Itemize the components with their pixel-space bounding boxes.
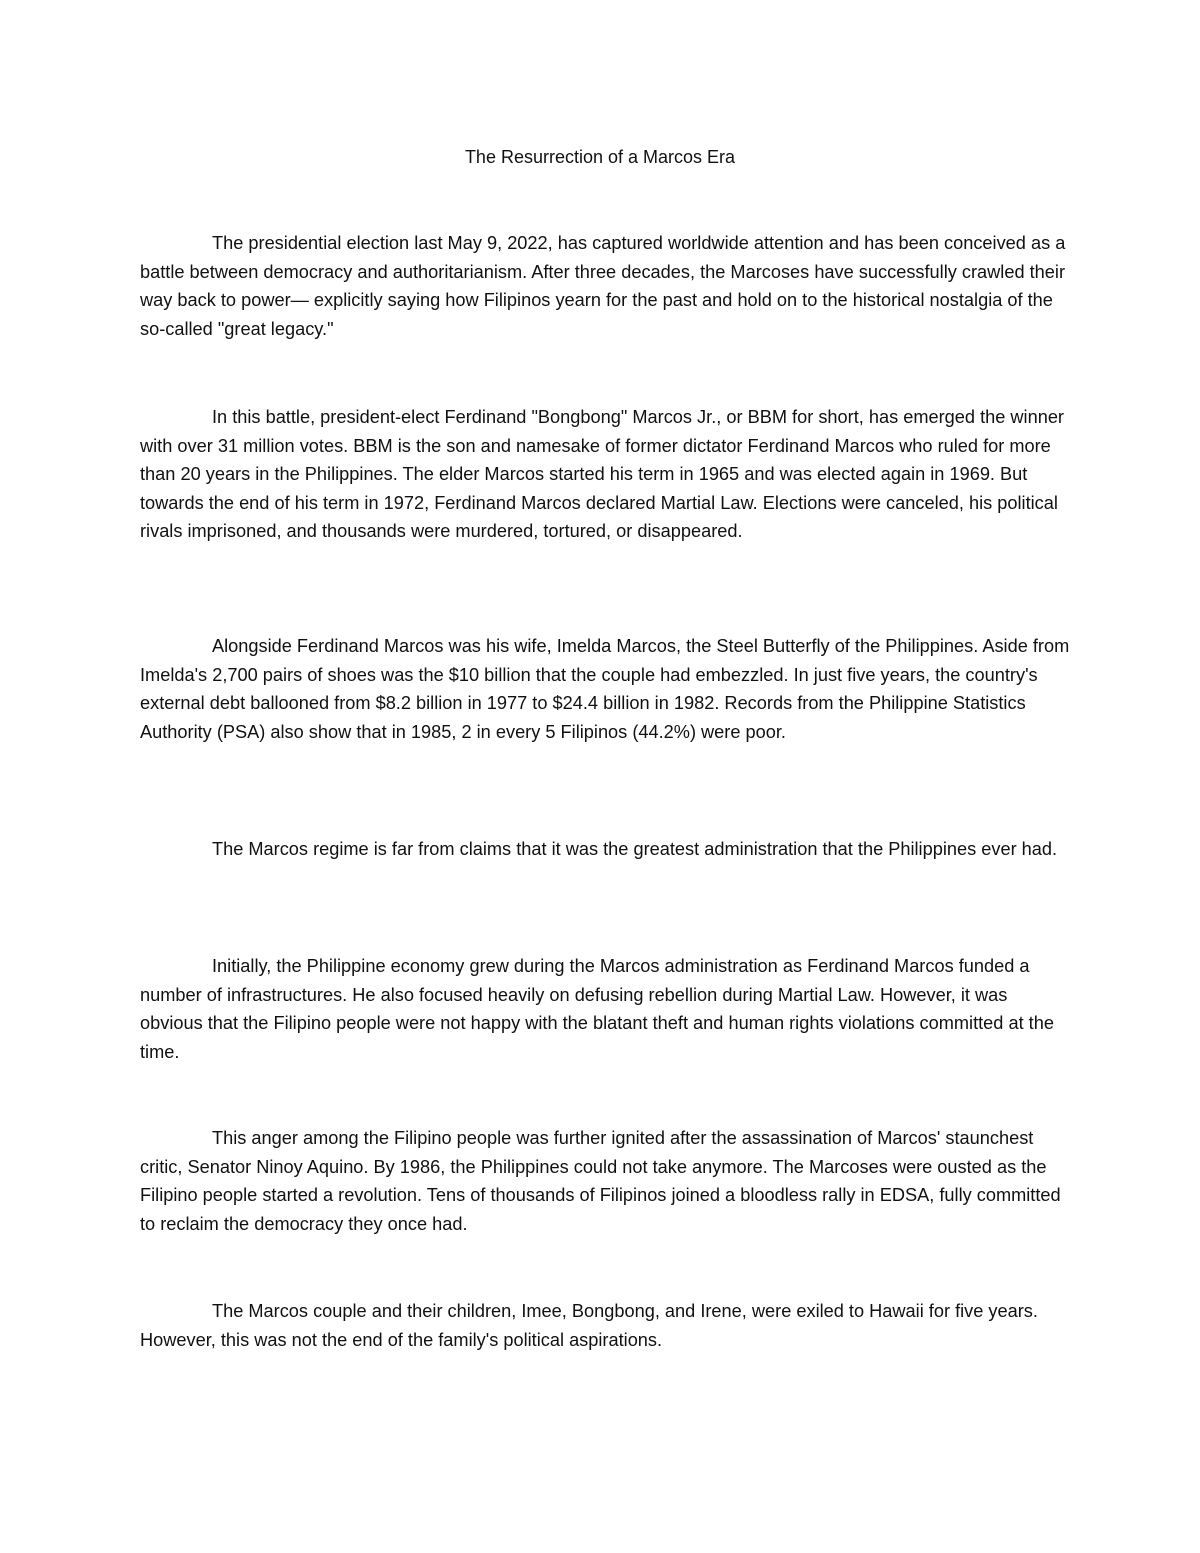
- paragraph-exile: The Marcos couple and their children, Imee, Bongbong, and Irene, were exiled to Hawaii for five years. However, this was not the end of the family's political aspirations.: [140, 1301, 1038, 1350]
- paragraph-revolution: This anger among the Filipino people was further ignited after the assassination of Marcos' staunchest critic, Senator Ninoy Aquino. By 1986, the Philippines could not take anymore. The Marcoses were ousted as the Filipino people started a revolution. Tens of thousands of Filipinos joined a bloodless rally in EDSA, fully committed to reclaim the democracy they once had.: [140, 1128, 1061, 1234]
- paragraph-election: The presidential election last May 9, 2022, has captured worldwide attention and has been conceived as a battle between democracy and authoritarianism. After three decades, the Marcoses have successfully crawled their way back to power— explicitly saying how Filipinos yearn for the past and hold on to the historical nostalgia of the so-called "great legacy.": [140, 233, 1066, 339]
- document-title: The Resurrection of a Marcos Era: [464, 147, 736, 167]
- paragraph-regime-claims: The Marcos regime is far from claims that it was the greatest administration that the Philippines ever had.: [212, 839, 1058, 859]
- paragraph-bbm-victory: In this battle, president-elect Ferdinand "Bongbong" Marcos Jr., or BBM for short, has emerged the winner with over 31 million votes. BBM is the son and namesake of former dictator Ferdinand Marcos who ruled for more than 20 years in the Philippines. The elder Marcos started his term in 1965 and was elected again in 1969. But towards the end of his term in 1972, Ferdinand Marcos declared Martial Law. Elections were canceled, his political rivals imprisoned, and thousands were murdered, tortured, or disappeared.: [140, 407, 1064, 542]
- paragraph-economy: Initially, the Philippine economy grew during the Marcos administration as Ferdinand Marcos funded a number of infrastructures. He also focused heavily on defusing rebellion during Martial Law. However, it was obvious that the Filipino people were not happy with the blatant theft and human rights violations committed at the time.: [140, 956, 1054, 1062]
- paragraph-imelda: Alongside Ferdinand Marcos was his wife, Imelda Marcos, the Steel Butterfly of the Philippines. Aside from Imelda's 2,700 pairs of shoes was the $10 billion that the couple had embezzled. In just five years, the country's external debt ballooned from $8.2 billion in 1977 to $24.4 billion in 1982. Records from the Philippine Statistics Authority (PSA) also show that in 1985, 2 in every 5 Filipinos (44.2%) were poor.: [140, 636, 1070, 742]
